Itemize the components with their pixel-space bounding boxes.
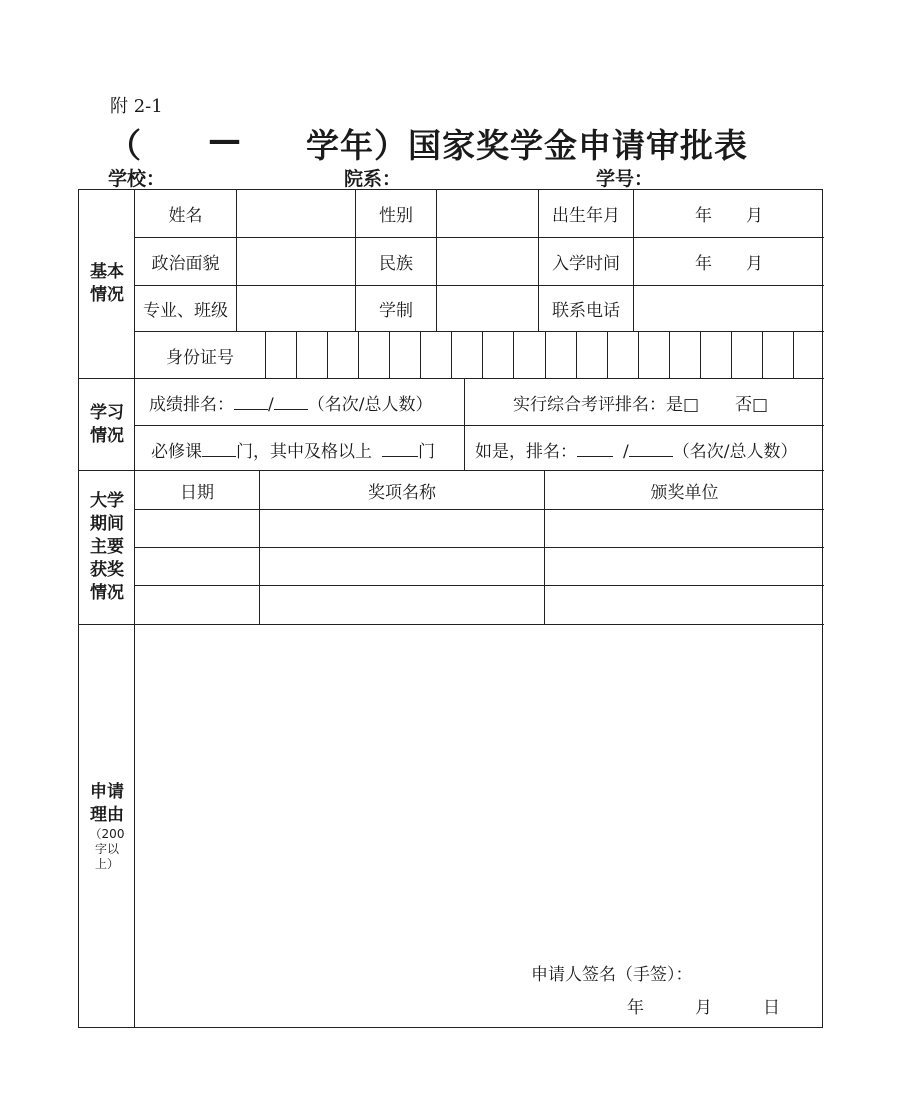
title-text: 学年）国家奖学金申请审批表 [306, 126, 748, 165]
ethnicity-label: 民族 [379, 254, 413, 274]
rank-blank[interactable] [234, 395, 268, 410]
section-reason-note: （200字以上） [89, 827, 125, 871]
composite-label: 实行综合考评排名： [513, 395, 666, 415]
passed-count-blank[interactable] [382, 442, 418, 457]
title-paren: （ [108, 126, 142, 165]
rank-total-blank[interactable] [274, 395, 308, 410]
birth-field[interactable]: 年 月 [695, 206, 763, 226]
required-label: 必修课 [151, 442, 202, 462]
rank-label: 成绩排名： [149, 395, 234, 415]
id-card-digit-box[interactable] [639, 332, 669, 378]
required-end: 门 [418, 442, 435, 462]
student-id-label: 学号： [596, 168, 654, 190]
id-card-digit-box[interactable] [732, 332, 762, 378]
id-card-label: 身份证号 [166, 347, 234, 368]
section-study [79, 379, 135, 470]
required-line [151, 437, 435, 462]
rank-note: （名次/总人数） [307, 395, 433, 415]
if-yes-total-blank[interactable] [629, 442, 673, 457]
required-count-blank[interactable] [202, 442, 236, 457]
duration-label: 学制 [379, 301, 413, 321]
enroll-label: 入学时间 [552, 254, 620, 274]
id-card-digit-box[interactable] [794, 332, 824, 378]
section-study-label: 学习情况 [90, 402, 124, 446]
application-form-table [78, 189, 823, 1028]
section-basic-label: 基本情况 [90, 262, 124, 305]
id-card-digit-box[interactable] [514, 332, 544, 378]
id-card-digit-box[interactable] [701, 332, 731, 378]
attachment-number: 附 2-1 [110, 96, 163, 117]
duration-field[interactable] [437, 286, 538, 331]
department-label: 院系： [344, 168, 402, 190]
if-yes-separator: / [623, 442, 629, 462]
section-reason-label-1: 申请 [90, 782, 124, 802]
id-card-digit-box[interactable] [483, 332, 513, 378]
id-card-digit-box[interactable] [763, 332, 793, 378]
gender-field[interactable] [437, 190, 538, 237]
phone-field[interactable] [634, 286, 824, 331]
birth-label: 出生年月 [552, 206, 620, 226]
awards-col-name: 奖项名称 [368, 482, 436, 503]
id-card-digit-box[interactable] [546, 332, 576, 378]
rank-line [149, 390, 432, 415]
enroll-field[interactable]: 年 月 [695, 254, 763, 274]
id-card-digit-box[interactable] [577, 332, 607, 378]
required-mid: 门，其中及格以上 [236, 442, 372, 462]
signature-date[interactable]: 年 月 日 [627, 998, 780, 1018]
id-card-digit-box[interactable] [266, 332, 296, 378]
political-label: 政治面貌 [151, 254, 220, 274]
gender-label: 性别 [379, 206, 413, 226]
rank-separator: / [268, 395, 274, 415]
section-awards-label: 大学期间主要获奖情况 [90, 491, 124, 603]
awards-col-org: 颁奖单位 [650, 482, 719, 503]
composite-no-checkbox[interactable]: 否□ [735, 395, 769, 415]
id-card-digit-box[interactable] [670, 332, 700, 378]
id-card-digit-box[interactable] [297, 332, 327, 378]
if-yes-note: （名次/总人数） [672, 442, 798, 462]
ethnicity-field[interactable] [437, 238, 538, 285]
if-yes-label: 如是，排名： [475, 442, 577, 462]
composite-yes-checkbox[interactable]: 是□ [666, 395, 700, 415]
political-field[interactable] [237, 238, 355, 285]
name-label: 姓名 [168, 206, 203, 226]
id-card-digit-box[interactable] [359, 332, 389, 378]
id-card-digit-box[interactable] [421, 332, 451, 378]
if-yes-rank-blank[interactable] [577, 442, 613, 457]
section-reason-label-2: 理由 [90, 805, 124, 825]
title-dash: — [208, 120, 242, 159]
phone-label: 联系电话 [552, 301, 620, 321]
id-card-digit-box[interactable] [608, 332, 638, 378]
id-card-digit-box[interactable] [452, 332, 482, 378]
id-card-digit-box[interactable] [328, 332, 358, 378]
signature-label: 申请人签名（手签）： [531, 965, 693, 985]
section-reason [79, 625, 135, 1028]
school-label: 学校： [108, 168, 166, 190]
major-label: 专业、班级 [143, 301, 228, 321]
major-field[interactable] [237, 286, 355, 331]
awards-col-date: 日期 [180, 482, 214, 503]
name-field[interactable] [237, 190, 355, 237]
section-awards [79, 471, 135, 624]
section-basic [79, 190, 135, 378]
if-yes-line [475, 437, 797, 462]
id-card-digit-box[interactable] [390, 332, 420, 378]
composite-line [513, 390, 768, 415]
